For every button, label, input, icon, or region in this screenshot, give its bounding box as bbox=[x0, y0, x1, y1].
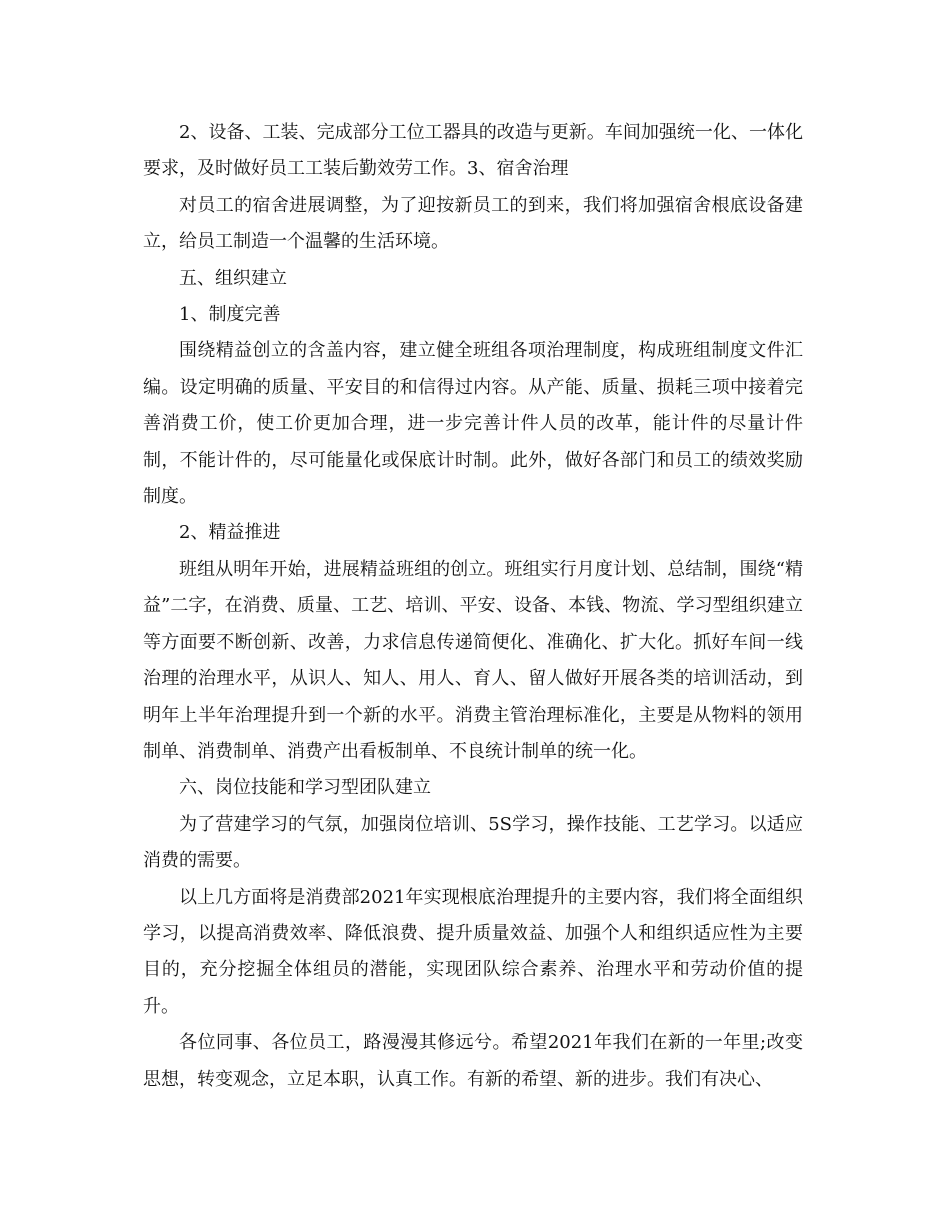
heading-system-improvement: 1、制度完善 bbox=[179, 304, 281, 326]
document-body bbox=[143, 115, 803, 1098]
paragraph-lean-promotion: 班组从明年开始，进展精益班组的创立。班组实行月度计划、总结制，围绕“精益”二字，在消费、质量、工艺、培训、平安、设备、本钱、物流、学习型组织建立等方面要不断创新、改善，力求信息传递简便化、准确化、扩大化。抓好车间一线治理的治理水平，从识人、知人、用人、育人、留人做好开展各类的培训活动，到明年上半年治理提升到一个新的水平。消费主管治理标准化，主要是从物料的领用制单、消费制单、消费产出看板制单、不良统计制单的统一化。 bbox=[143, 558, 803, 762]
paragraph-dormitory: 对员工的宿舍进展调整，为了迎按新员工的到来，我们将加强宿舍根底设备建立，给员工制造一个温馨的生活环境。 bbox=[143, 194, 803, 253]
heading-skills-learning-team: 六、岗位技能和学习型团队建立 bbox=[179, 777, 431, 799]
paragraph-learning-atmosphere: 为了营建学习的气氛，加强岗位培训、5S学习，操作技能、工艺学习。以适应消费的需要。 bbox=[143, 813, 803, 872]
heading-organization: 五、组织建立 bbox=[179, 267, 287, 289]
heading-lean-promotion: 2、精益推进 bbox=[179, 522, 281, 544]
paragraph-summary: 以上几方面将是消费部2021年实现根底治理提升的主要内容，我们将全面组织学习，以提高消费效率、降低浪费、提升质量效益、加强个人和组织适应性为主要目的，充分挖掘全体组员的潜能，实现团队综合素养、治理水平和劳动价值的提升。 bbox=[143, 886, 803, 1017]
paragraph-system-improvement: 围绕精益创立的含盖内容，建立健全班组各项治理制度，构成班组制度文件汇编。设定明确的质量、平安目的和信得过内容。从产能、质量、损耗三项中接着完善消费工价，使工价更加合理，进一步完善计件人员的改革，能计件的尽量计件制，不能计件的，尽可能量化或保底计时制。此外，做好各部门和员工的绩效奖励制度。 bbox=[143, 340, 803, 508]
paragraph-equipment-tooling: 2、设备、工装、完成部分工位工器具的改造与更新。车间加强统一化、一体化要求，及时做好员工工装后勤效劳工作。3、宿舍治理 bbox=[143, 122, 803, 180]
paragraph-closing: 各位同事、各位员工，路漫漫其修远兮。希望2021年我们在新的一年里;改变思想，转变观念，立足本职，认真工作。有新的希望、新的进步。我们有决心、 bbox=[143, 1032, 803, 1090]
